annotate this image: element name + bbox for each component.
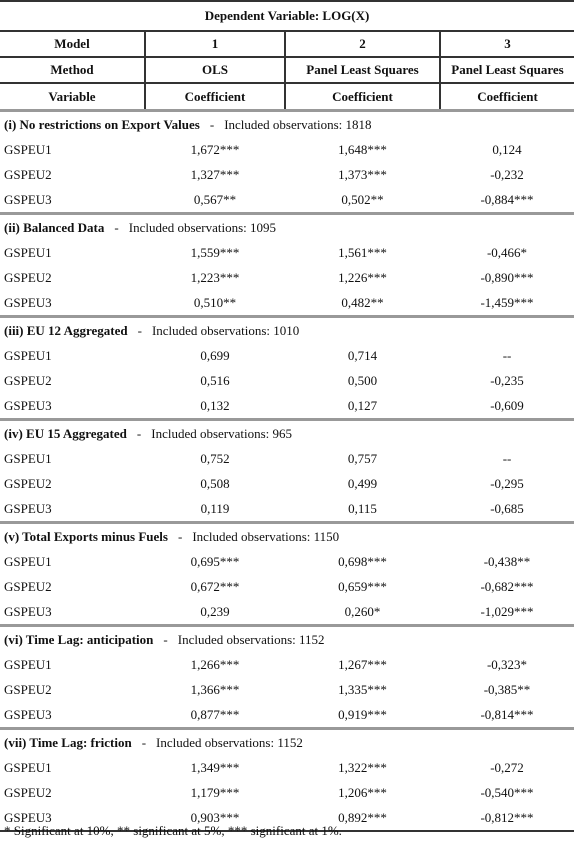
variable-name-cell: GSPEU3 (4, 500, 52, 516)
coefficient-cell-3: -0,235 (490, 372, 524, 388)
section-observations: Included observations: 965 (151, 425, 293, 441)
section-header-row (0, 317, 574, 344)
coefficient-cell-2: 0,260* (344, 603, 381, 619)
variable-name-cell: GSPEU3 (0, 805, 145, 831)
coefficient-cell-3: 0,124 (492, 141, 522, 157)
coefficient-cell-3: -0,385** (483, 681, 531, 697)
table-row (0, 677, 574, 702)
coefficient-cell-2: 1,373*** (338, 166, 387, 182)
method-2: Panel Least Squares (285, 57, 440, 83)
coefficient-cell-3: -0,295 (490, 475, 524, 491)
section-header-row (0, 420, 574, 447)
coefficient-cell-1: 0,239 (200, 603, 230, 619)
coefficient-cell-1: 0,877*** (190, 706, 240, 722)
coefficient-cell-3: -0,540*** (480, 784, 534, 800)
coefficient-header-1: Coefficient (145, 83, 285, 111)
method-label: Method (0, 57, 145, 83)
section-label: (iv) EU 15 Aggregated (4, 425, 127, 441)
section-separator: - (136, 425, 142, 441)
coefficient-cell-2: 1,322*** (338, 759, 387, 775)
section-header (0, 317, 574, 344)
section-header-row (0, 729, 574, 756)
coefficient-cell-1: 0,695*** (190, 553, 240, 569)
dependent-variable-title: Dependent Variable: LOG(X) (0, 1, 574, 31)
variable-name-cell: GSPEU2 (4, 681, 52, 697)
table-row (0, 343, 574, 368)
variable-name-cell: GSPEU1 (4, 553, 52, 569)
variable-label: Variable (0, 83, 145, 111)
variable-name-cell: GSPEU1 (4, 759, 52, 775)
section-observations: Included observations: 1010 (151, 322, 300, 338)
table-row (0, 780, 574, 805)
table-row (0, 187, 574, 214)
variable-name-cell: GSPEU2 (4, 269, 52, 285)
coefficient-cell-2: 0,659*** (338, 578, 387, 594)
coefficient-cell-2: 0,499 (347, 475, 378, 491)
significance-footnote: * Significant at 10%, ** significant at 5%, *** significant at 1%. (4, 823, 342, 838)
coefficient-cell-1: 1,266*** (190, 656, 240, 672)
coefficient-cell-1: 1,223*** (190, 269, 240, 285)
coefficient-cell-1: 0,508 (200, 475, 230, 491)
table-row (0, 471, 574, 496)
table-row (0, 702, 574, 729)
coefficient-cell-3: -1,029*** (480, 603, 534, 619)
table-row (0, 549, 574, 574)
section-observations: Included observations: 1152 (177, 631, 325, 647)
section-header (0, 420, 574, 447)
coefficient-cell-2: 1,561*** (338, 244, 387, 260)
coefficient-cell-3: -0,682*** (480, 578, 534, 594)
coefficient-header-2: Coefficient (285, 83, 440, 111)
coefficient-cell-1: 1,179*** (190, 784, 240, 800)
section-label: (v) Total Exports minus Fuels (4, 528, 168, 544)
table-row (0, 240, 574, 265)
model-row (0, 31, 574, 57)
section-separator: - (114, 219, 119, 235)
coefficient-cell-1: 1,366*** (190, 681, 240, 697)
coefficient-cell-2: 1,226*** (338, 269, 387, 285)
method-3: Panel Least Squares (440, 57, 574, 83)
coefficient-cell-2: 0,127 (347, 397, 378, 413)
section-separator: - (141, 734, 147, 750)
variable-name-cell: GSPEU1 (4, 450, 52, 466)
variable-name-cell: GSPEU3 (4, 294, 52, 310)
coefficient-cell-2: 1,648*** (338, 141, 387, 157)
coefficient-cell-1: 0,903*** (145, 805, 285, 831)
coefficient-cell-1: 1,672*** (190, 141, 240, 157)
variable-name-cell: GSPEU3 (4, 603, 52, 619)
model-3: 3 (440, 31, 574, 57)
table-row (0, 162, 574, 187)
section-header (0, 214, 574, 241)
section-separator: - (163, 631, 168, 647)
table-row (0, 574, 574, 599)
coefficient-cell-1: 0,699 (200, 347, 230, 363)
coefficient-cell-3: -- (502, 450, 512, 466)
coefficient-cell-1: 1,349*** (190, 759, 240, 775)
variable-name-cell: GSPEU2 (4, 475, 52, 491)
coefficient-cell-2: 0,892*** (285, 805, 440, 831)
variable-name-cell: GSPEU2 (4, 784, 52, 800)
coefficient-cell-2: 1,267*** (338, 656, 387, 672)
coefficient-cell-3: -0,685 (490, 500, 524, 516)
section-separator: - (209, 116, 215, 132)
coefficient-cell-3: -0,884*** (480, 191, 534, 207)
coefficient-cell-1: 0,132 (200, 397, 230, 413)
table-row (0, 652, 574, 677)
coefficient-header-3: Coefficient (440, 83, 574, 111)
section-header-row (0, 214, 574, 241)
variable-name-cell: GSPEU3 (4, 191, 52, 207)
coefficient-cell-3: -0,232 (490, 166, 524, 182)
variable-name-cell: GSPEU2 (4, 578, 52, 594)
coefficient-cell-2: 1,206*** (338, 784, 387, 800)
coefficient-cell-3: -0,812*** (440, 805, 574, 831)
coefficient-cell-2: 0,714 (347, 347, 378, 363)
coefficient-cell-3: -0,466* (486, 244, 528, 260)
variable-name-cell: GSPEU1 (4, 347, 52, 363)
table-row (0, 496, 574, 523)
coefficient-cell-1: 0,752 (200, 450, 230, 466)
coefficient-cell-1: 0,119 (200, 500, 230, 516)
table-row (0, 265, 574, 290)
section-header-row (0, 626, 574, 653)
section-observations: Included observations: 1095 (128, 219, 277, 235)
variable-name-cell: GSPEU1 (4, 656, 52, 672)
section-label: (i) No restrictions on Export Values (4, 116, 200, 132)
method-row (0, 57, 574, 83)
model-2: 2 (285, 31, 440, 57)
variable-name-cell: GSPEU1 (4, 244, 52, 260)
coefficient-cell-2: 0,502** (341, 191, 384, 207)
table-row (0, 446, 574, 471)
coefficient-cell-2: 0,757 (347, 450, 378, 466)
variable-row (0, 83, 574, 111)
section-label: (vi) Time Lag: anticipation (4, 631, 154, 647)
coefficient-cell-2: 0,482** (341, 294, 384, 310)
variable-name-cell: GSPEU2 (4, 166, 52, 182)
section-observations: Included observations: 1818 (224, 116, 372, 132)
coefficient-cell-3: -0,438** (483, 553, 531, 569)
coefficient-cell-1: 0,672*** (190, 578, 240, 594)
dependent-variable-row (0, 1, 574, 31)
coefficient-cell-1: 0,510** (193, 294, 237, 310)
section-observations: Included observations: 1152 (156, 734, 303, 750)
table-body (0, 111, 574, 832)
table-row (0, 755, 574, 780)
table-row (0, 137, 574, 162)
coefficient-cell-3: -0,609 (490, 397, 524, 413)
coefficient-cell-3: -0,272 (490, 759, 524, 775)
section-header (0, 626, 574, 653)
variable-name-cell: GSPEU3 (4, 397, 52, 413)
variable-name-cell: GSPEU3 (4, 706, 52, 722)
coefficient-cell-2: 0,500 (347, 372, 378, 388)
table-row (0, 393, 574, 420)
coefficient-cell-3: -0,890*** (480, 269, 534, 285)
variable-name-cell: GSPEU2 (4, 372, 52, 388)
coefficient-cell-1: 1,559*** (190, 244, 240, 260)
section-header (0, 729, 574, 756)
coefficient-cell-1: 0,567** (193, 191, 237, 207)
coefficient-cell-2: 1,335*** (338, 681, 387, 697)
table-row (0, 290, 574, 317)
section-separator: - (137, 322, 142, 338)
section-separator: - (177, 528, 183, 544)
coefficient-cell-2: 0,698*** (338, 553, 387, 569)
model-1: 1 (145, 31, 285, 57)
table-row (0, 599, 574, 626)
section-label: (iii) EU 12 Aggregated (4, 322, 128, 338)
section-header (0, 523, 574, 550)
method-1: OLS (145, 57, 285, 83)
section-header-row (0, 111, 574, 138)
table-row (0, 368, 574, 393)
section-observations: Included observations: 1150 (192, 528, 340, 544)
section-header (0, 111, 574, 138)
coefficient-cell-3: -0,323* (486, 656, 528, 672)
coefficient-cell-2: 0,115 (348, 500, 377, 516)
coefficient-cell-3: -- (502, 347, 512, 363)
coefficient-cell-3: -0,814*** (480, 706, 534, 722)
variable-name-cell: GSPEU1 (4, 141, 52, 157)
model-label: Model (0, 31, 145, 57)
section-header-row (0, 523, 574, 550)
coefficient-cell-3: -1,459*** (480, 294, 534, 310)
coefficient-cell-1: 0,516 (200, 372, 230, 388)
coefficient-cell-1: 1,327*** (190, 166, 240, 182)
section-label: (vii) Time Lag: friction (4, 734, 132, 750)
coefficient-cell-2: 0,919*** (338, 706, 387, 722)
section-label: (ii) Balanced Data (4, 219, 105, 235)
